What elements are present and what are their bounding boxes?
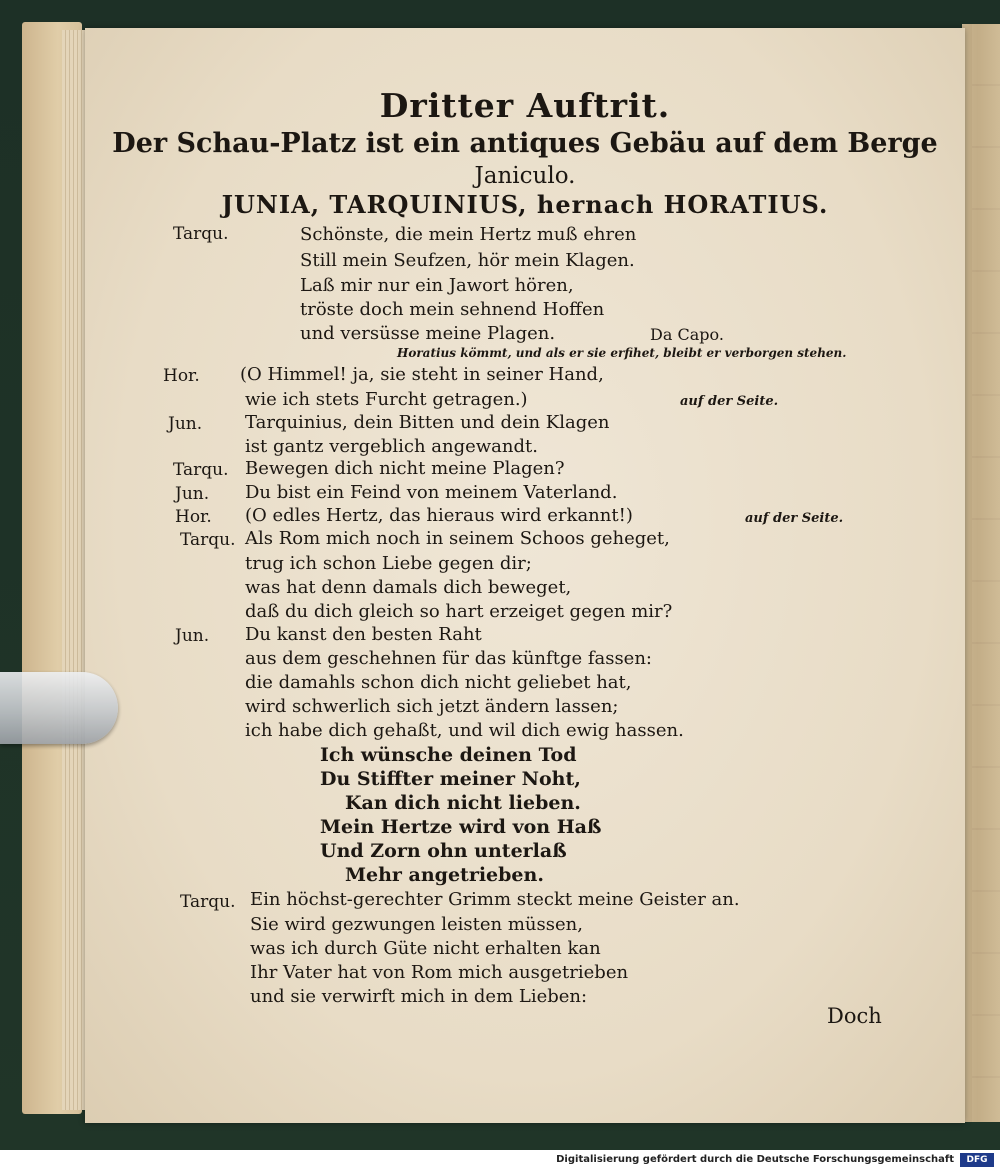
verse-line: ist gantz vergeblich angewandt.: [245, 436, 538, 457]
verse-line: Ihr Vater hat von Rom mich ausgetrieben: [250, 962, 629, 983]
scene-title: Dritter Auftrit.: [379, 86, 671, 125]
verse-line: Kan dich nicht lieben.: [345, 792, 581, 814]
verse-line: wird schwerlich sich jetzt ändern lassen;: [245, 696, 619, 717]
speaker-label: Tarqu.: [180, 530, 236, 550]
verse-line: und versüsse meine Plagen.: [300, 323, 556, 344]
verse-line: Tarquinius, dein Bitten und dein Klagen: [245, 412, 610, 433]
speaker-label: Jun.: [175, 484, 210, 504]
speaker-label: Jun.: [175, 626, 210, 646]
verse-line: Als Rom mich noch in seinem Schoos geheget,: [245, 528, 670, 549]
verse-line: Du bist ein Feind von meinem Vaterland.: [245, 482, 618, 503]
verse-line: Und Zorn ohn unterlaß: [320, 840, 567, 862]
stage-direction: Horatius kömmt, und als er sie erfihet, bleibt er verborgen stehen.: [397, 346, 847, 360]
funding-credit: Digitalisierung gefördert durch die Deutsche Forschungsgemeinschaft: [556, 1154, 954, 1165]
verse-line: Bewegen dich nicht meine Plagen?: [245, 458, 565, 479]
verse-line: Laß mir nur ein Jawort hören,: [300, 275, 574, 296]
speaker-label: Hor.: [163, 366, 200, 386]
verse-line: Ich wünsche deinen Tod: [320, 744, 577, 766]
verse-line: Du kanst den besten Raht: [245, 624, 482, 645]
verse-line: (O Himmel! ja, sie steht in seiner Hand,: [240, 364, 604, 385]
verse-line: trug ich schon Liebe gegen dir;: [245, 553, 532, 574]
verse-line: Sie wird gezwungen leisten müssen,: [250, 914, 583, 935]
right-page-shadow: [972, 24, 1000, 1122]
dfg-logo: DFG: [960, 1153, 994, 1167]
verse-line: Schönste, die mein Hertz muß ehren: [300, 224, 637, 245]
verse-line: (O edles Hertz, das hieraus wird erkannt!): [245, 505, 633, 526]
page-clip: [0, 672, 118, 744]
verse-line: daß du dich gleich so hart erzeiget gegen mir?: [245, 601, 673, 622]
verse-line: Still mein Seufzen, hör mein Klagen.: [300, 250, 635, 271]
verse-line: ich habe dich gehaßt, und wil dich ewig hassen.: [245, 720, 684, 741]
stage-direction-aside: auf der Seite.: [745, 511, 844, 526]
catchword: Doch: [827, 1004, 882, 1028]
scene-location: Janiculo.: [474, 163, 576, 189]
book-page: [85, 28, 965, 1123]
character-list: JUNIA, TARQUINIUS, hernach HORATIUS.: [221, 190, 829, 219]
verse-line: was ich durch Güte nicht erhalten kan: [250, 938, 601, 959]
verse-line: Ein höchst-gerechter Grimm steckt meine Geister an.: [250, 889, 740, 910]
verse-line: tröste doch mein sehnend Hoffen: [300, 299, 605, 320]
speaker-label: Tarqu.: [173, 460, 229, 480]
verse-line: und sie verwirft mich in dem Lieben:: [250, 986, 588, 1007]
scene-setting: Der Schau-Platz ist ein antiques Gebäu auf dem Berge: [112, 128, 938, 159]
stage-direction-aside: auf der Seite.: [680, 394, 779, 409]
verse-line: aus dem geschehnen für das künftge fassen:: [245, 648, 652, 669]
verse-line: Mehr angetrieben.: [345, 864, 544, 886]
verse-line: die damahls schon dich nicht geliebet hat,: [245, 672, 632, 693]
speaker-label: Tarqu.: [180, 892, 236, 912]
speaker-label: Hor.: [175, 507, 212, 527]
stage-direction-da-capo: Da Capo.: [650, 325, 724, 344]
verse-line: Du Stiffter meiner Noht,: [320, 768, 581, 790]
verse-line: was hat denn damals dich beweget,: [245, 577, 572, 598]
speaker-label: Tarqu.: [173, 224, 229, 244]
verse-line: wie ich stets Furcht getragen.): [245, 389, 528, 410]
speaker-label: Jun.: [168, 414, 203, 434]
verse-line: Mein Hertze wird von Haß: [320, 816, 602, 838]
footer-bar: [0, 1150, 1000, 1170]
